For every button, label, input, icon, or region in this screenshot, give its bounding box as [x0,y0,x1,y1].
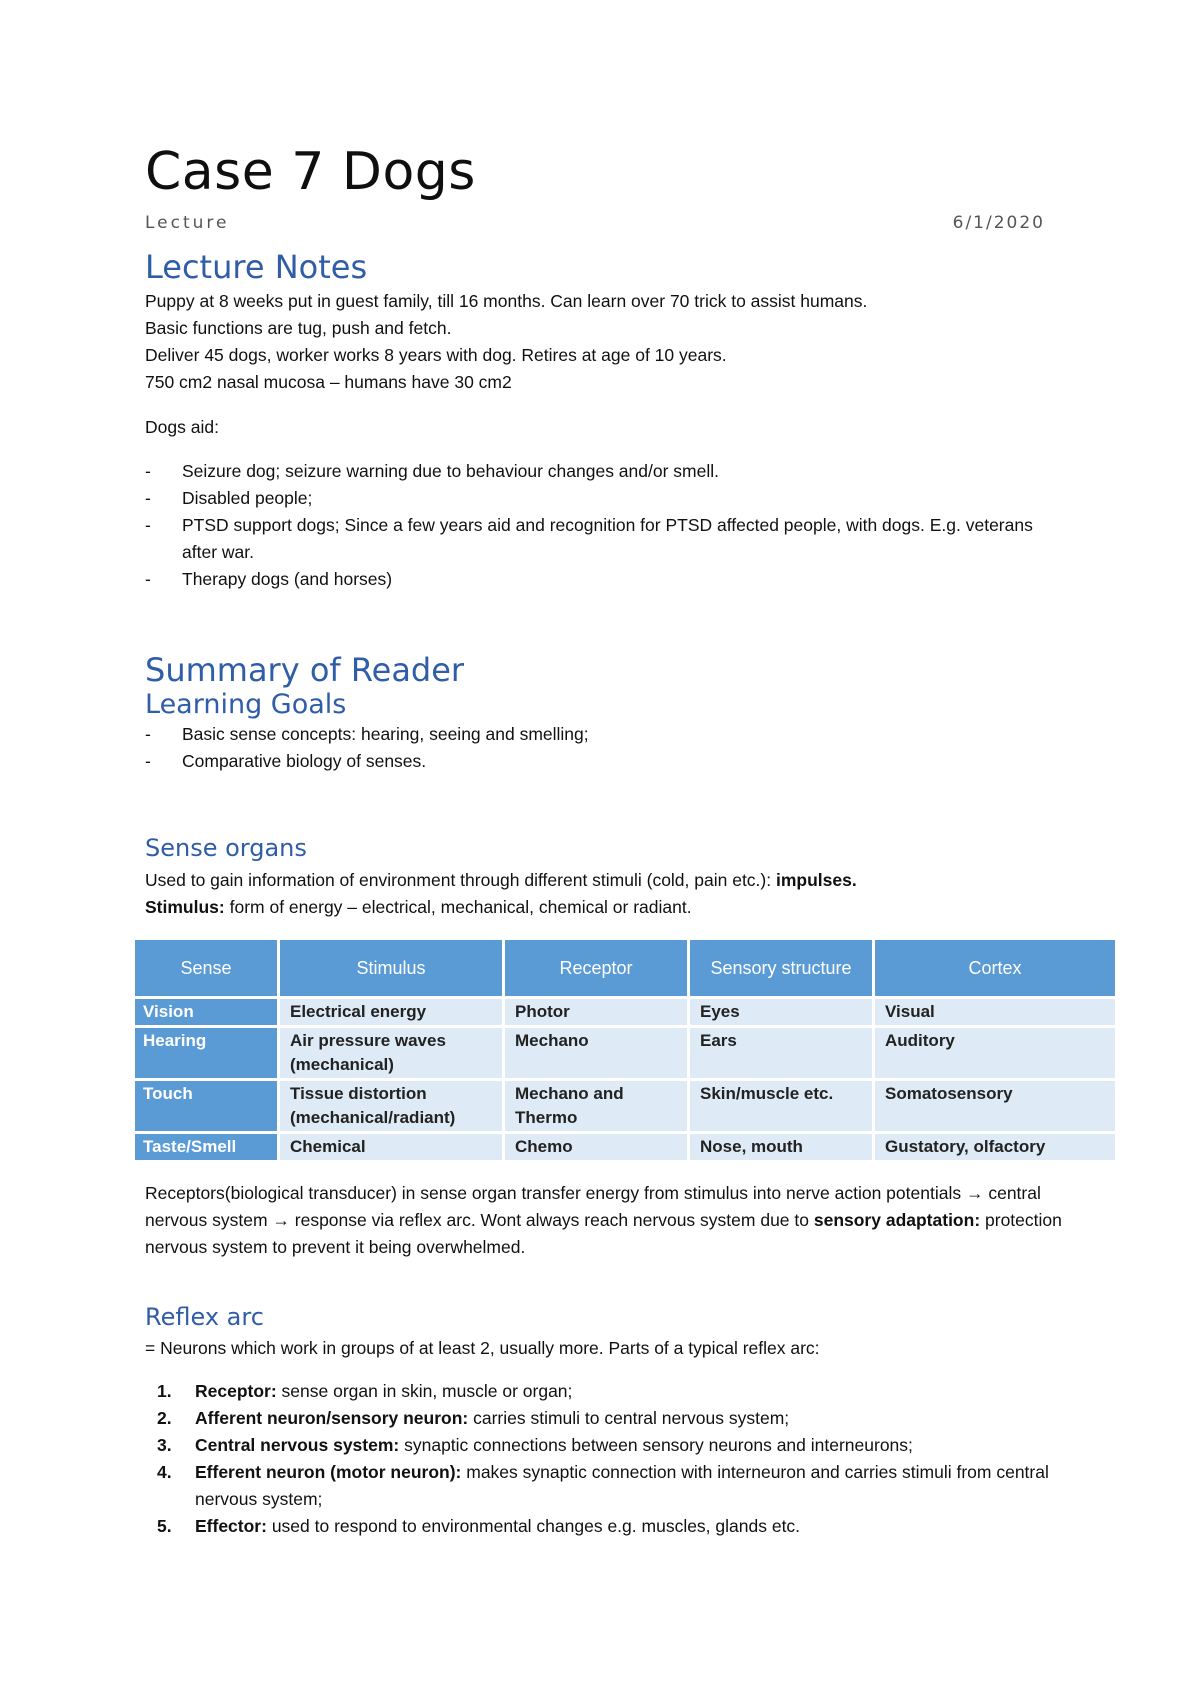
table-header-cell: Cortex [875,940,1115,996]
table-cell: Air pressure waves (mechanical) [280,1028,502,1078]
dogs-aid-label: Dogs aid: [145,417,219,437]
receptors-paragraph [145,1180,1065,1261]
table-cell: Photor [505,999,687,1025]
text-run: Receptors(biological transducer) in sense organ transfer energy from stimulus into nerve action potentials [145,1183,966,1203]
reflex-arc-intro: = Neurons which work in groups of at least 2, usually more. Parts of a typical reflex arc: [145,1338,820,1358]
list-number: 2. [157,1408,172,1428]
list-item-text: Seizure dog; seizure warning due to behaviour changes and/or smell. [182,461,719,481]
table-cell: Visual [875,999,1115,1025]
list-number: 5. [157,1516,172,1536]
table-cell: Tissue distortion (mechanical/radiant) [280,1081,502,1131]
list-number: 3. [157,1435,172,1455]
list-item-text: Comparative biology of senses. [182,751,427,771]
list-item-text: carries stimuli to central nervous system; [468,1408,790,1428]
bullet-marker: - [145,515,151,535]
list-item-text: makes synaptic connection with interneuron and carries stimuli from central nervous system; [195,1462,1049,1509]
text-run: response via reflex arc. Wont always reach nervous system due to [289,1210,814,1230]
bullet-marker: - [145,569,151,589]
list-item-text: Disabled people; [182,488,313,508]
table-row-header: Taste/Smell [135,1134,277,1160]
text-run: protection nervous system to prevent it being overwhelmed. [145,1210,1062,1257]
list-item [145,1432,1065,1459]
bold-term: Central nervous system: [195,1435,400,1455]
sense-organs-line-1 [145,867,1065,894]
table-cell: Ears [690,1028,872,1078]
table-cell: Nose, mouth [690,1134,872,1160]
reflex-arc-heading: Reflex arc [145,1303,264,1331]
lecture-line: 750 cm2 nasal mucosa – humans have 30 cm2 [145,372,512,392]
table-cell: Eyes [690,999,872,1025]
document-date: 6/1/2020 [952,213,1045,233]
text-run: Used to gain information of environment through different stimuli (cold, pain etc.): [145,870,776,890]
bold-term: impulses. [775,870,857,890]
lecture-line: Deliver 45 dogs, worker works 8 years with dog. Retires at age of 10 years. [145,345,727,365]
sense-organs-body [145,867,1065,921]
text-run: central nervous system [145,1183,1041,1230]
bullet-marker: - [145,461,151,481]
list-item [145,1378,1065,1405]
list-item-text: PTSD support dogs; Since a few years aid and recognition for PTSD affected people, with dogs. E.g. veterans after war. [182,515,1033,562]
table-row [135,1134,1115,1160]
table-row [135,1081,1115,1131]
list-number: 1. [157,1381,172,1401]
sense-table [132,937,1118,1163]
list-item [145,485,1065,512]
sense-organs-line-2 [145,894,1065,921]
learning-goals-list [145,721,1065,775]
document-subtitle: Lecture [145,213,230,233]
bullet-marker: - [145,724,151,744]
list-item [145,1405,1065,1432]
learning-goals-heading: Learning Goals [145,689,347,720]
lecture-line: Basic functions are tug, push and fetch. [145,318,452,338]
right-arrow-icon: → [965,1183,984,1203]
bold-term: Receptor: [195,1381,277,1401]
lecture-notes-heading: Lecture Notes [145,248,368,286]
bullet-marker: - [145,488,151,508]
list-item [145,566,1065,593]
text-run: form of energy – electrical, mechanical, chemical or radiant. [224,897,692,917]
table-row [135,1028,1115,1078]
dogs-aid-list [145,458,1065,593]
list-item [145,458,1065,485]
list-item [145,1459,1065,1513]
bullet-marker: - [145,751,151,771]
table-cell: Electrical energy [280,999,502,1025]
list-item [145,721,1065,748]
list-item-text: Therapy dogs (and horses) [182,569,393,589]
list-item [145,1513,1065,1540]
table-cell: Somatosensory [875,1081,1115,1131]
table-cell: Mechano and Thermo [505,1081,687,1131]
list-item [145,748,1065,775]
list-item [145,512,1065,566]
bold-term: sensory adaptation: [813,1210,981,1230]
summary-heading: Summary of Reader [145,651,465,689]
list-item-text: Basic sense concepts: hearing, seeing and smelling; [182,724,589,744]
table-header-cell: Stimulus [280,940,502,996]
list-item-text: used to respond to environmental changes e.g. muscles, glands etc. [266,1516,801,1536]
table-cell: Skin/muscle etc. [690,1081,872,1131]
sense-organs-heading: Sense organs [145,834,307,862]
right-arrow-icon: → [272,1210,290,1230]
bold-term: Efferent neuron (motor neuron): [195,1462,462,1482]
table-row-header: Touch [135,1081,277,1131]
table-header-cell: Sensory structure [690,940,872,996]
table-row-header: Hearing [135,1028,277,1078]
lecture-notes-body [145,288,1065,396]
table-cell: Gustatory, olfactory [875,1134,1115,1160]
table-cell: Mechano [505,1028,687,1078]
list-item-text: sense organ in skin, muscle or organ; [276,1381,573,1401]
list-item-text: synaptic connections between sensory neurons and interneurons; [399,1435,913,1455]
table-cell: Chemical [280,1134,502,1160]
table-header-row [135,940,1115,996]
bold-term: Stimulus: [145,897,225,917]
table-row [135,999,1115,1025]
table-cell: Chemo [505,1134,687,1160]
document-subtitle-line [145,213,1045,233]
table-header-cell: Receptor [505,940,687,996]
bold-term: Afferent neuron/sensory neuron: [195,1408,469,1428]
lecture-line: Puppy at 8 weeks put in guest family, till 16 months. Can learn over 70 trick to assist humans. [145,291,868,311]
bold-term: Effector: [195,1516,267,1536]
document-title: Case 7 Dogs [145,142,476,202]
table-cell: Auditory [875,1028,1115,1078]
table-header-cell: Sense [135,940,277,996]
reflex-arc-list [145,1378,1065,1540]
table-row-header: Vision [135,999,277,1025]
list-number: 4. [157,1462,172,1482]
